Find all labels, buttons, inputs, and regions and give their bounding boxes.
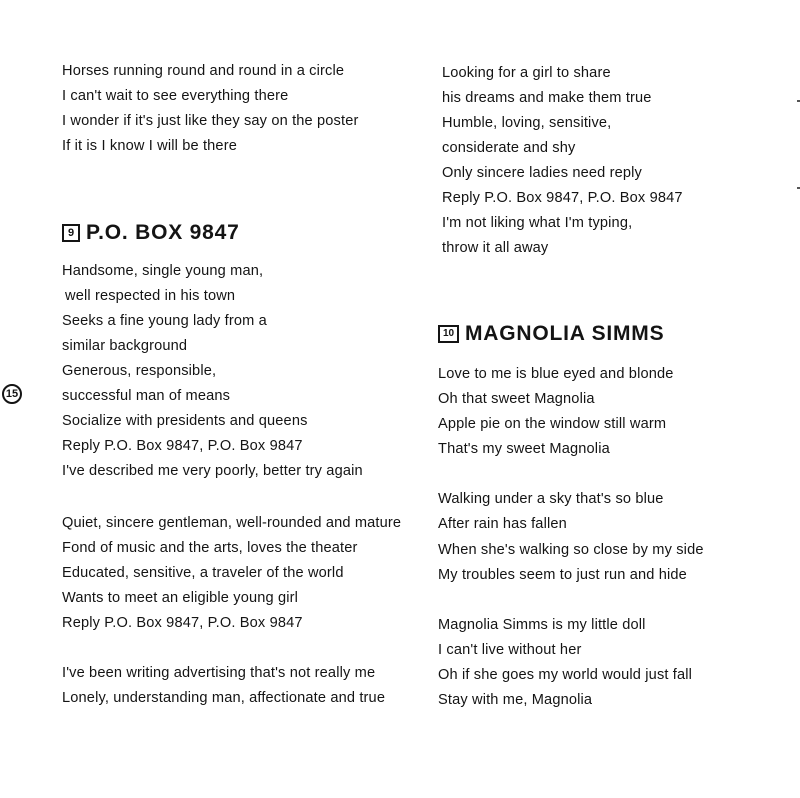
lyric-line: Oh that sweet Magnolia xyxy=(438,391,595,407)
lyric-line: Reply P.O. Box 9847, P.O. Box 9847 xyxy=(442,190,683,206)
lyric-line: Looking for a girl to share xyxy=(442,65,611,81)
lyric-line: I can't live without her xyxy=(438,642,582,658)
lyric-line: well respected in his town xyxy=(65,288,236,304)
lyric-line: Walking under a sky that's so blue xyxy=(438,491,664,507)
lyric-line: Fond of music and the arts, loves the theater xyxy=(62,540,358,556)
lyric-line: Magnolia Simms is my little doll xyxy=(438,617,646,633)
lyric-line: Horses running round and round in a circle xyxy=(62,63,345,79)
lyric-line: I've been writing advertising that's not really me xyxy=(62,665,376,681)
lyric-line: That's my sweet Magnolia xyxy=(438,441,610,457)
lyric-line: successful man of means xyxy=(62,388,231,404)
lyric-line: considerate and shy xyxy=(442,140,576,156)
lyric-line: Generous, responsible, xyxy=(62,363,217,379)
lyric-line: I can't wait to see everything there xyxy=(62,88,289,104)
lyric-line: I'm not liking what I'm typing, xyxy=(442,215,633,231)
lyric-line: Love to me is blue eyed and blonde xyxy=(438,366,674,382)
lyric-line: similar background xyxy=(62,338,188,354)
lyric-line: If it is I know I will be there xyxy=(62,138,237,154)
lyric-line: Lonely, understanding man, affectionate and true xyxy=(62,690,386,706)
lyric-line: Only sincere ladies need reply xyxy=(442,165,642,181)
lyric-line: throw it all away xyxy=(442,240,549,256)
song-title: P.O. BOX 9847 xyxy=(86,221,240,244)
lyric-line: Wants to meet an eligible young girl xyxy=(62,590,299,606)
lyric-line: Socialize with presidents and queens xyxy=(62,413,308,429)
lyric-line: Reply P.O. Box 9847, P.O. Box 9847 xyxy=(62,438,303,454)
lyric-line: I wonder if it's just like they say on the poster xyxy=(62,113,359,129)
lyric-line: My troubles seem to just run and hide xyxy=(438,567,687,583)
lyric-line: After rain has fallen xyxy=(438,516,567,532)
lyric-line: Humble, loving, sensitive, xyxy=(442,115,612,131)
page-number: 15 xyxy=(2,384,22,404)
song-heading-po-box xyxy=(62,221,240,245)
track-number-badge: 9 xyxy=(62,224,80,242)
lyric-line: Oh if she goes my world would just fall xyxy=(438,667,693,683)
lyric-line: Stay with me, Magnolia xyxy=(438,692,593,708)
lyric-line: Apple pie on the window still warm xyxy=(438,416,667,432)
lyric-line: Educated, sensitive, a traveler of the world xyxy=(62,565,344,581)
lyric-line: Reply P.O. Box 9847, P.O. Box 9847 xyxy=(62,615,303,631)
track-number-badge: 10 xyxy=(438,325,459,343)
lyric-line: When she's walking so close by my side xyxy=(438,542,704,558)
lyric-line: Quiet, sincere gentleman, well-rounded and mature xyxy=(62,515,402,531)
lyric-line: Handsome, single young man, xyxy=(62,263,264,279)
song-title: MAGNOLIA SIMMS xyxy=(465,322,665,345)
lyric-line: Seeks a fine young lady from a xyxy=(62,313,267,329)
lyric-line: his dreams and make them true xyxy=(442,90,652,106)
song-heading-magnolia-simms xyxy=(438,322,664,346)
lyric-line: I've described me very poorly, better try again xyxy=(62,463,363,479)
